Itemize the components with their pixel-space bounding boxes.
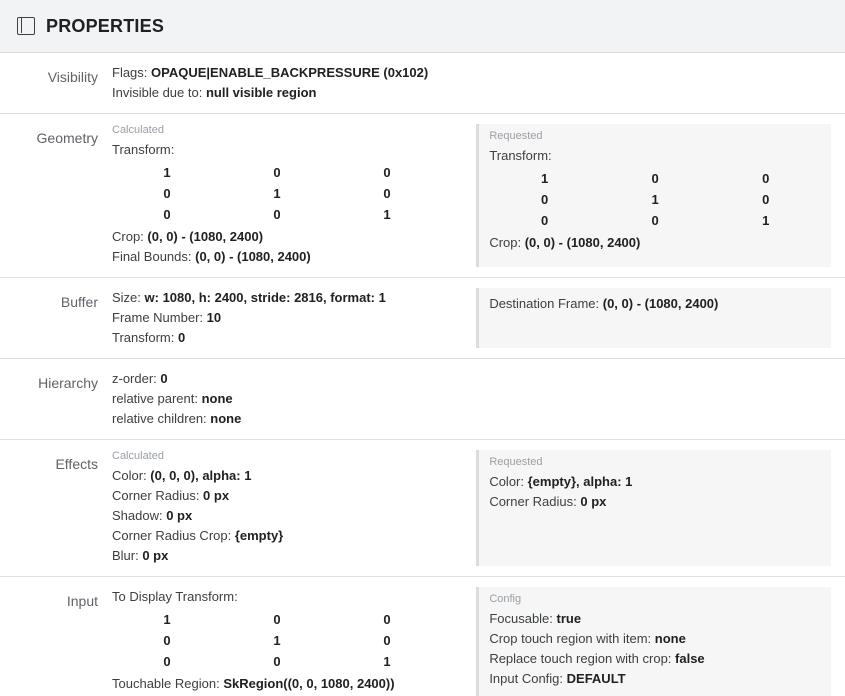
effects-req-color-row <box>489 472 821 492</box>
input-touchableregion-value: SkRegion((0, 0, 1080, 2400)) <box>223 676 395 691</box>
geometry-calc-finalbounds-row <box>112 247 464 267</box>
geometry-calc-crop-key: Crop: <box>112 229 148 244</box>
buffer-size-key: Size: <box>112 290 145 305</box>
hierarchy-relparent-row <box>112 389 831 409</box>
input-inputconfig-value: DEFAULT <box>566 671 626 686</box>
matrix-cell: 0 <box>163 207 171 222</box>
geometry-req-crop-value: (0, 0) - (1080, 2400) <box>524 235 641 250</box>
effects-calc-color-key: Color: <box>112 468 151 483</box>
hierarchy-zorder-row <box>112 369 831 389</box>
collapse-panel-icon[interactable] <box>17 17 35 35</box>
effects-req-color-value: {empty}, alpha: 1 <box>527 474 633 489</box>
effects-req-color-key: Color: <box>489 474 528 489</box>
effects-calc-cornerradius-key: Corner Radius: <box>112 488 204 503</box>
buffer-transform-key: Transform: <box>112 330 178 345</box>
matrix-cell: 1 <box>540 171 549 186</box>
geometry-requested-tag: Requested <box>489 130 543 142</box>
section-label-effects: Effects <box>55 456 98 472</box>
input-croptouch-value: none <box>654 631 686 646</box>
effects-calc-shadow-value: 0 px <box>166 508 193 523</box>
geometry-req-matrix <box>489 168 821 231</box>
visibility-invisible-key: Invisible due to: <box>112 85 206 100</box>
buffer-transform-row <box>112 328 464 348</box>
effects-calc-cornerradiuscrop-row <box>112 526 464 546</box>
hierarchy-content <box>110 369 831 429</box>
input-replacetouch-key: Replace touch region with crop: <box>489 651 676 666</box>
section-buffer <box>0 278 845 359</box>
section-visibility <box>0 53 845 114</box>
matrix-cell: 0 <box>273 165 281 180</box>
hierarchy-relchildren-value: none <box>210 411 242 426</box>
hierarchy-zorder-key: z-order: <box>112 371 161 386</box>
effects-req-cornerradius-value: 0 px <box>580 494 607 509</box>
matrix-cell: 1 <box>273 633 281 648</box>
input-replacetouch-value: false <box>675 651 705 666</box>
effects-calc-cornerradius-row <box>112 486 464 506</box>
properties-header <box>0 0 845 53</box>
section-input <box>0 577 845 696</box>
geometry-calc-matrix <box>112 162 442 225</box>
geometry-calculated <box>110 124 464 267</box>
input-croptouch-key: Crop touch region with item: <box>489 631 655 646</box>
geometry-req-transform-key: Transform: <box>489 148 552 163</box>
geometry-calc-transform-key: Transform: <box>112 142 175 157</box>
geometry-calc-finalbounds-key: Final Bounds: <box>112 249 196 264</box>
input-matrix <box>112 609 442 672</box>
geometry-calc-crop-value: (0, 0) - (1080, 2400) <box>147 229 264 244</box>
matrix-cell: 0 <box>273 612 281 627</box>
effects-calc-blur-value: 0 px <box>142 548 169 563</box>
matrix-cell: 1 <box>383 654 391 669</box>
buffer-content <box>110 288 464 348</box>
hierarchy-relparent-key: relative parent: <box>112 391 202 406</box>
hierarchy-relchildren-key: relative children: <box>112 411 211 426</box>
section-label-hierarchy: Hierarchy <box>38 375 98 391</box>
matrix-cell: 0 <box>383 165 391 180</box>
visibility-content <box>110 63 831 103</box>
matrix-cell: 0 <box>273 654 281 669</box>
effects-requested <box>476 450 831 566</box>
effects-req-cornerradius-row <box>489 492 821 512</box>
input-config-tag: Config <box>489 593 522 605</box>
geometry-calc-crop-row <box>112 227 464 247</box>
effects-calc-blur-row <box>112 546 464 566</box>
geometry-calc-finalbounds-value: (0, 0) - (1080, 2400) <box>195 249 311 264</box>
input-touchableregion-row <box>112 674 464 694</box>
matrix-cell: 1 <box>273 186 281 201</box>
buffer-transform-value: 0 <box>177 330 186 345</box>
matrix-cell: 1 <box>383 207 391 222</box>
matrix-cell: 0 <box>540 192 549 207</box>
input-replacetouch-row <box>489 649 821 669</box>
effects-calc-cornerradiuscrop-key: Corner Radius Crop: <box>112 528 235 543</box>
hierarchy-relparent-value: none <box>201 391 233 406</box>
input-inputconfig-row <box>489 669 821 689</box>
input-touchableregion-key: Touchable Region: <box>112 676 224 691</box>
effects-requested-tag: Requested <box>489 456 543 468</box>
geometry-req-crop-key: Crop: <box>489 235 525 250</box>
input-focusable-row <box>489 609 821 629</box>
hierarchy-relchildren-row <box>112 409 831 429</box>
buffer-destframe-row <box>489 294 821 314</box>
buffer-framenumber-row <box>112 308 464 328</box>
matrix-cell: 0 <box>273 207 281 222</box>
effects-calc-shadow-row <box>112 506 464 526</box>
buffer-destination-frame <box>476 288 831 348</box>
visibility-flags-key: Flags: <box>112 65 152 80</box>
properties-body <box>0 53 845 696</box>
input-config <box>476 587 831 696</box>
buffer-destframe-value: (0, 0) - (1080, 2400) <box>602 296 719 311</box>
section-label-input: Input <box>66 593 98 609</box>
section-label-geometry: Geometry <box>36 130 98 146</box>
input-croptouch-row <box>489 629 821 649</box>
matrix-cell: 0 <box>383 186 391 201</box>
buffer-framenumber-value: 10 <box>206 310 222 325</box>
effects-req-cornerradius-key: Corner Radius: <box>489 494 581 509</box>
section-hierarchy <box>0 359 845 440</box>
geometry-requested <box>476 124 831 267</box>
matrix-cell: 0 <box>762 171 770 186</box>
input-inputconfig-key: Input Config: <box>489 671 567 686</box>
matrix-cell: 0 <box>163 633 171 648</box>
effects-calc-color-row <box>112 466 464 486</box>
effects-calculated-tag: Calculated <box>112 450 164 462</box>
effects-calc-cornerradius-value: 0 px <box>203 488 230 503</box>
matrix-cell: 0 <box>163 654 171 669</box>
geometry-calculated-tag: Calculated <box>112 124 164 136</box>
matrix-cell: 1 <box>163 165 171 180</box>
hierarchy-zorder-value: 0 <box>160 371 168 386</box>
section-label-buffer: Buffer <box>60 294 98 310</box>
buffer-framenumber-key: Frame Number: <box>112 310 207 325</box>
matrix-cell: 0 <box>651 213 659 228</box>
section-effects <box>0 440 845 577</box>
geometry-req-crop-row <box>489 233 821 253</box>
matrix-cell: 0 <box>383 612 391 627</box>
visibility-invisible-row <box>112 83 831 103</box>
visibility-flags-value: OPAQUE|ENABLE_BACKPRESSURE (0x102) <box>151 65 429 80</box>
input-focusable-value: true <box>556 611 582 626</box>
section-label-visibility: Visibility <box>47 69 98 85</box>
input-content <box>110 587 464 696</box>
matrix-cell: 1 <box>762 213 770 228</box>
matrix-cell: 0 <box>651 171 659 186</box>
page-title: PROPERTIES <box>46 15 165 36</box>
effects-calculated <box>110 450 464 566</box>
section-geometry <box>0 114 845 278</box>
matrix-cell: 0 <box>762 192 770 207</box>
effects-calc-cornerradiuscrop-value: {empty} <box>234 528 284 543</box>
buffer-destframe-key: Destination Frame: <box>489 296 603 311</box>
buffer-size-value: w: 1080, h: 2400, stride: 2816, format: 1 <box>144 290 386 305</box>
matrix-cell: 1 <box>651 192 659 207</box>
matrix-cell: 1 <box>163 612 171 627</box>
effects-calc-shadow-key: Shadow: <box>112 508 167 523</box>
matrix-cell: 0 <box>163 186 171 201</box>
input-todisplaytransform-key: To Display Transform: <box>112 589 238 604</box>
input-focusable-key: Focusable: <box>489 611 557 626</box>
visibility-flags-row <box>112 63 831 83</box>
effects-calc-color-value: (0, 0, 0), alpha: 1 <box>150 468 252 483</box>
matrix-cell: 0 <box>383 633 391 648</box>
matrix-cell: 0 <box>540 213 549 228</box>
buffer-size-row <box>112 288 464 308</box>
effects-calc-blur-key: Blur: <box>112 548 143 563</box>
visibility-invisible-value: null visible region <box>205 85 317 100</box>
